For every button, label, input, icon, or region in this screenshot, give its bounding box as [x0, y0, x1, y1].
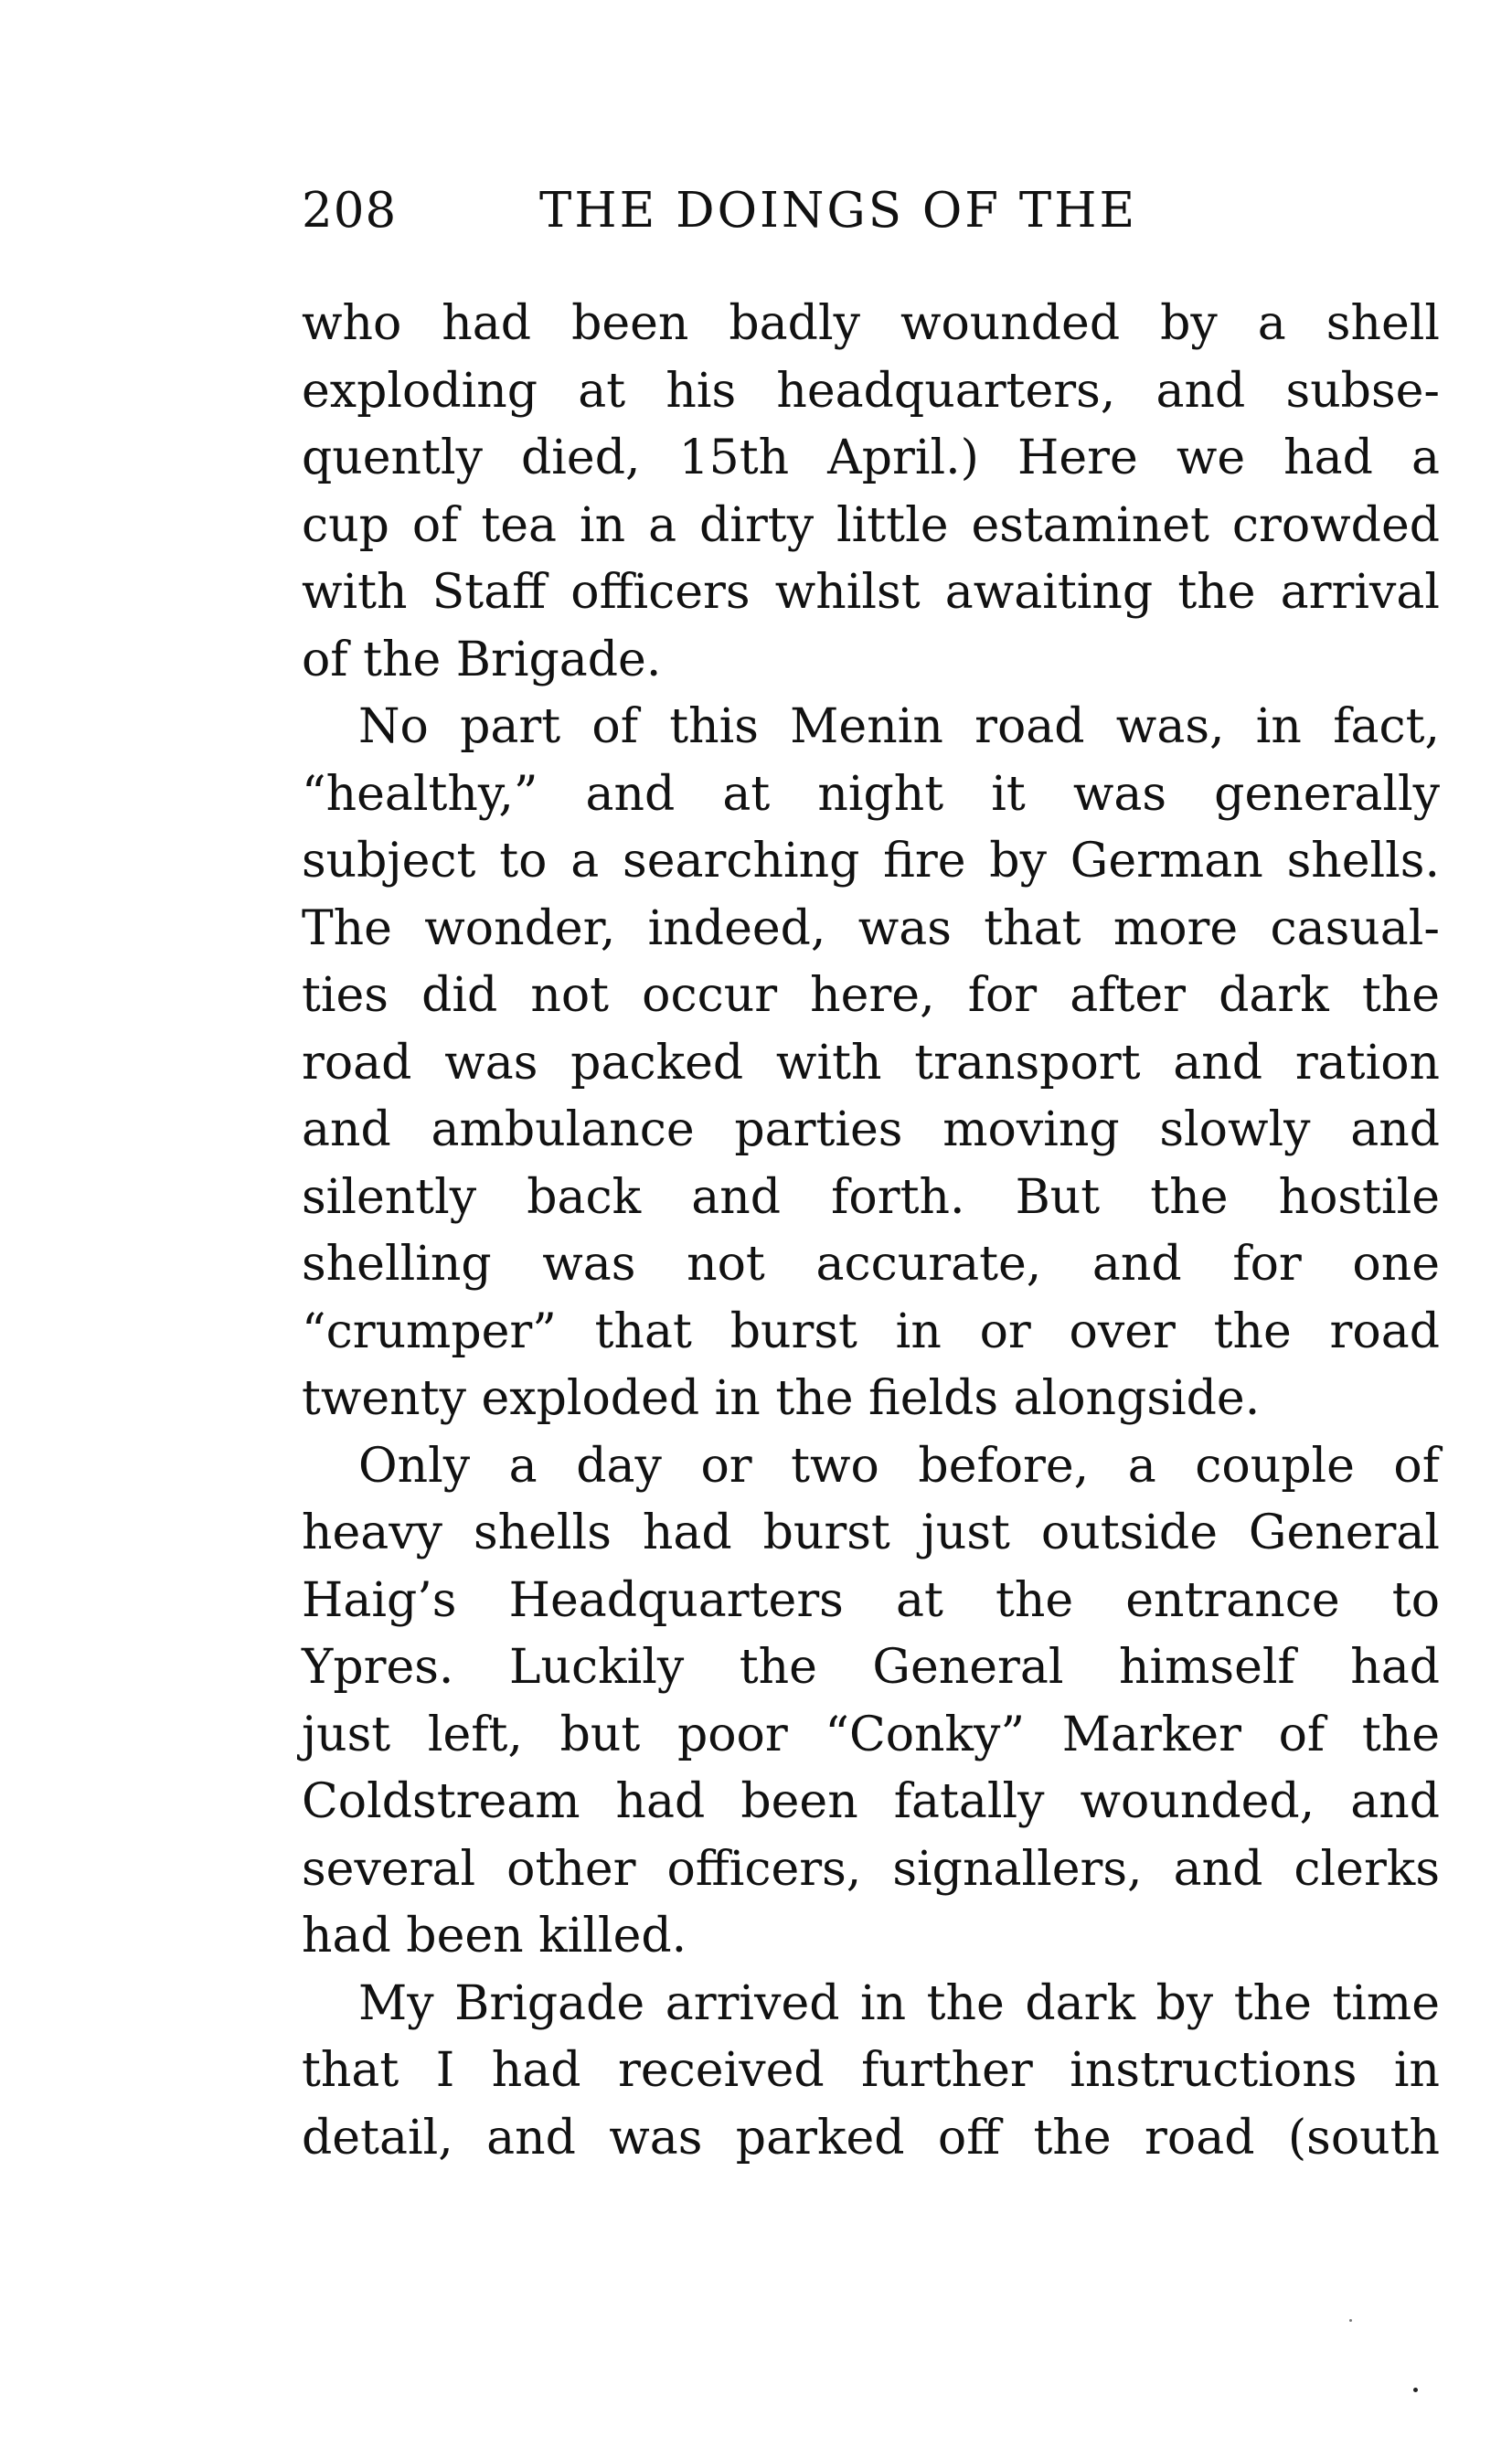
text-line: shelling was not accurate, and for one	[302, 1237, 1440, 1292]
text-line: with Staff officers whilst awaiting the arrival	[302, 565, 1440, 620]
text-line: who had been badly wounded by a shell	[302, 296, 1440, 351]
text-line: The wonder, indeed, was that more casual-	[302, 900, 1440, 956]
body-text	[302, 291, 1440, 2172]
text-line: subject to a searching fire by German shells.	[302, 834, 1440, 889]
text-line: detail, and was parked off the road (south	[302, 2110, 1440, 2166]
text-line: of the Brigade.	[302, 632, 662, 687]
text-line: just left, but poor “Conky” Marker of the	[302, 1707, 1440, 1762]
text-line: heavy shells had burst just outside General	[302, 1506, 1440, 1560]
text-line: several other officers, signallers, and clerks	[302, 1841, 1440, 1897]
text-line: Ypres. Luckily the General himself had	[302, 1640, 1440, 1695]
text-line: had been killed.	[302, 1909, 687, 1963]
text-line: twenty exploded in the fields alongside.	[302, 1371, 1261, 1426]
text-line: exploding at his headquarters, and subse-	[302, 363, 1440, 419]
running-title: THE DOINGS OF THE	[539, 183, 1138, 239]
text-line: “healthy,” and at night it was generally	[302, 766, 1440, 822]
text-line: No part of this Menin road was, in fact,	[358, 699, 1440, 754]
text-line: road was packed with transport and ration	[302, 1035, 1440, 1091]
text-line: cup of tea in a dirty little estaminet crowded	[302, 497, 1440, 553]
text-line: My Brigade arrived in the dark by the time	[358, 1975, 1440, 2031]
text-line: Haig’s Headquarters at the entrance to	[302, 1572, 1440, 1628]
page-header	[302, 179, 1216, 243]
page-number: 208	[302, 183, 398, 239]
text-line: silently back and forth. But the hostile	[302, 1169, 1440, 1225]
text-line: that I had received further instructions in	[302, 2043, 1440, 2098]
text-line: Only a day or two before, a couple of	[358, 1438, 1440, 1494]
text-line: “crumper” that burst in or over the road	[302, 1304, 1440, 1359]
scan-speck	[1413, 2388, 1418, 2392]
text-line: ties did not occur here, for after dark the	[302, 968, 1440, 1023]
text-line: and ambulance parties moving slowly and	[302, 1102, 1440, 1157]
scan-speck	[1349, 2319, 1352, 2322]
text-line: Coldstream had been fatally wounded, and	[302, 1774, 1440, 1829]
text-line: quently died, 15th April.) Here we had a	[302, 431, 1440, 485]
